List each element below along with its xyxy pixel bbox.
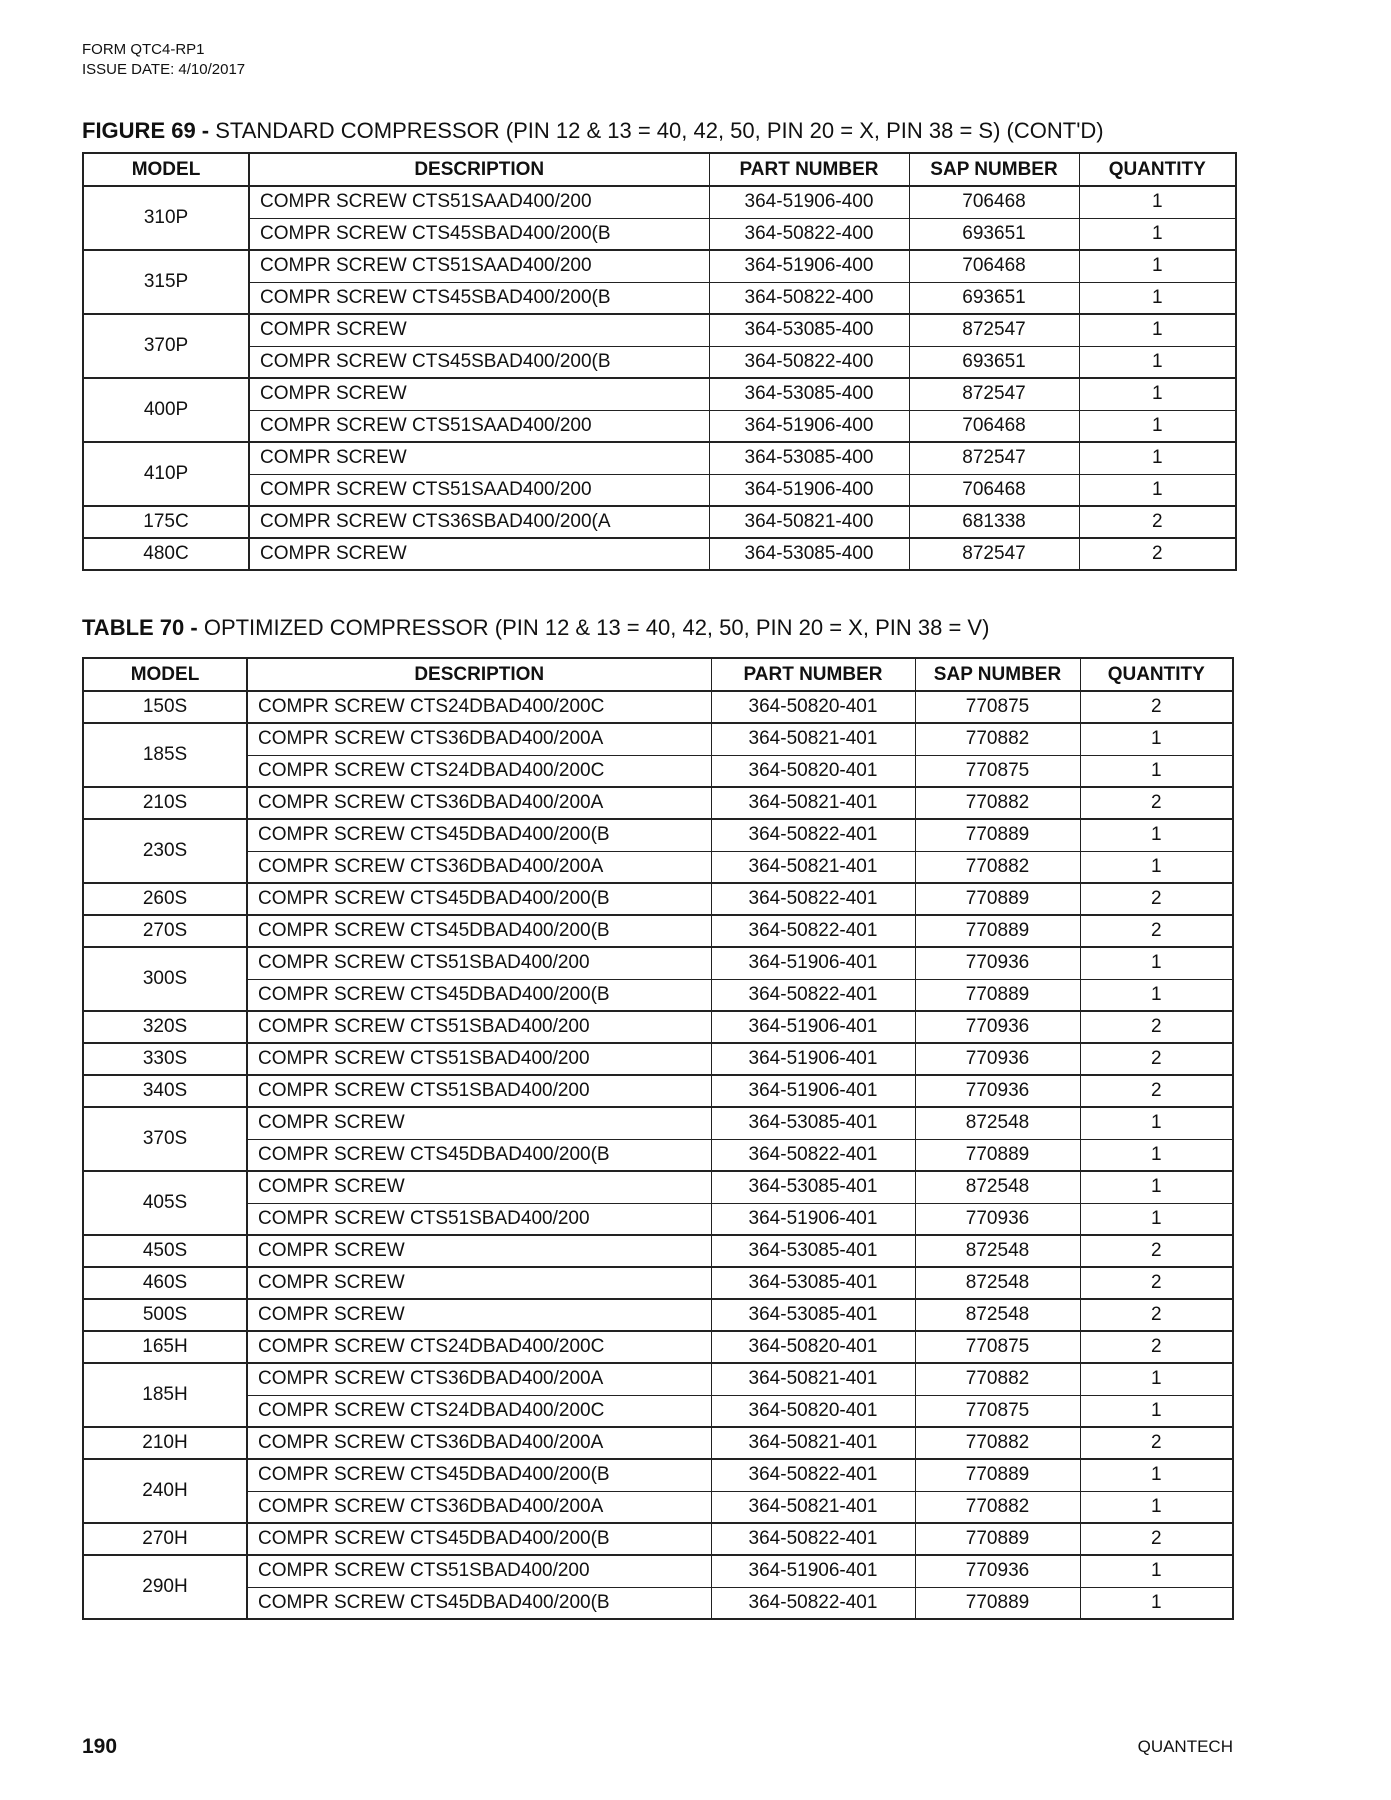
description-cell: COMPR SCREW CTS51SBAD400/200 bbox=[247, 1203, 711, 1235]
model-cell: 270H bbox=[83, 1523, 247, 1555]
quantity-cell: 1 bbox=[1080, 1107, 1233, 1139]
quantity-cell: 2 bbox=[1080, 1299, 1233, 1331]
description-cell: COMPR SCREW CTS36DBAD400/200A bbox=[247, 787, 711, 819]
sap-number-cell: 770875 bbox=[915, 755, 1080, 787]
sap-number-cell: 770875 bbox=[915, 1331, 1080, 1363]
part-number-cell: 364-53085-401 bbox=[711, 1299, 915, 1331]
table-row bbox=[83, 314, 1236, 346]
part-number-cell: 364-51906-401 bbox=[711, 1011, 915, 1043]
description-cell: COMPR SCREW CTS45DBAD400/200(B bbox=[247, 1523, 711, 1555]
model-cell: 340S bbox=[83, 1075, 247, 1107]
table-row bbox=[83, 538, 1236, 570]
description-cell: COMPR SCREW CTS36DBAD400/200A bbox=[247, 723, 711, 755]
model-cell: 240H bbox=[83, 1459, 247, 1523]
description-cell: COMPR SCREW CTS36DBAD400/200A bbox=[247, 1427, 711, 1459]
model-cell: 480C bbox=[83, 538, 249, 570]
part-number-cell: 364-50820-401 bbox=[711, 755, 915, 787]
quantity-cell: 1 bbox=[1080, 1363, 1233, 1395]
part-number-cell: 364-50822-401 bbox=[711, 883, 915, 915]
table-row bbox=[83, 1331, 1233, 1363]
quantity-cell: 2 bbox=[1080, 1075, 1233, 1107]
form-number: FORM QTC4-RP1 bbox=[82, 41, 205, 58]
model-cell: 165H bbox=[83, 1331, 247, 1363]
table-row bbox=[83, 346, 1236, 378]
sap-number-cell: 872547 bbox=[909, 442, 1079, 474]
part-number-cell: 364-50822-400 bbox=[709, 218, 909, 250]
part-number-cell: 364-51906-400 bbox=[709, 410, 909, 442]
part-number-cell: 364-50822-401 bbox=[711, 819, 915, 851]
description-cell: COMPR SCREW CTS51SAAD400/200 bbox=[249, 410, 709, 442]
quantity-cell: 1 bbox=[1080, 1555, 1233, 1587]
table-row bbox=[83, 691, 1233, 723]
model-header: MODEL bbox=[83, 658, 247, 691]
quantity-cell: 1 bbox=[1079, 442, 1236, 474]
table-row bbox=[83, 1587, 1233, 1619]
table-row bbox=[83, 947, 1233, 979]
sap-number-cell: 770882 bbox=[915, 1491, 1080, 1523]
sap-number-cell: 770889 bbox=[915, 1523, 1080, 1555]
quantity-cell: 2 bbox=[1080, 1523, 1233, 1555]
part-number-cell: 364-50820-401 bbox=[711, 1331, 915, 1363]
table-row bbox=[83, 1235, 1233, 1267]
description-cell: COMPR SCREW CTS24DBAD400/200C bbox=[247, 1331, 711, 1363]
quantity-header: QUANTITY bbox=[1080, 658, 1233, 691]
description-cell: COMPR SCREW CTS36DBAD400/200A bbox=[247, 1491, 711, 1523]
table-row bbox=[83, 1267, 1233, 1299]
description-cell: COMPR SCREW CTS51SAAD400/200 bbox=[249, 250, 709, 282]
quantity-cell: 1 bbox=[1080, 1203, 1233, 1235]
table-row bbox=[83, 723, 1233, 755]
sap-number-cell: 770882 bbox=[915, 1427, 1080, 1459]
sap-number-cell: 770889 bbox=[915, 915, 1080, 947]
table-row bbox=[83, 787, 1233, 819]
description-cell: COMPR SCREW CTS45SBAD400/200(B bbox=[249, 282, 709, 314]
model-cell: 185H bbox=[83, 1363, 247, 1427]
part-number-cell: 364-50822-401 bbox=[711, 1139, 915, 1171]
sap-number-cell: 872548 bbox=[915, 1171, 1080, 1203]
description-cell: COMPR SCREW bbox=[247, 1267, 711, 1299]
part-number-cell: 364-50822-401 bbox=[711, 979, 915, 1011]
model-cell: 290H bbox=[83, 1555, 247, 1619]
table-row bbox=[83, 1107, 1233, 1139]
part-number-cell: 364-53085-401 bbox=[711, 1171, 915, 1203]
sap-number-cell: 872548 bbox=[915, 1267, 1080, 1299]
description-cell: COMPR SCREW CTS24DBAD400/200C bbox=[247, 1395, 711, 1427]
sap-number-cell: 693651 bbox=[909, 282, 1079, 314]
description-cell: COMPR SCREW CTS51SBAD400/200 bbox=[247, 1043, 711, 1075]
quantity-header: QUANTITY bbox=[1079, 153, 1236, 186]
quantity-cell: 1 bbox=[1080, 1459, 1233, 1491]
part-number-cell: 364-50822-401 bbox=[711, 1587, 915, 1619]
part-number-cell: 364-51906-401 bbox=[711, 1555, 915, 1587]
table-row bbox=[83, 1171, 1233, 1203]
part-number-cell: 364-50821-401 bbox=[711, 1427, 915, 1459]
sap-number-cell: 770936 bbox=[915, 1011, 1080, 1043]
part-number-cell: 364-50821-401 bbox=[711, 851, 915, 883]
description-cell: COMPR SCREW CTS24DBAD400/200C bbox=[247, 691, 711, 723]
quantity-cell: 1 bbox=[1079, 410, 1236, 442]
sap-number-cell: 872548 bbox=[915, 1235, 1080, 1267]
table-row bbox=[83, 883, 1233, 915]
quantity-cell: 1 bbox=[1079, 474, 1236, 506]
quantity-cell: 1 bbox=[1079, 282, 1236, 314]
model-cell: 185S bbox=[83, 723, 247, 787]
part-number-cell: 364-53085-401 bbox=[711, 1235, 915, 1267]
sap-number-cell: 770936 bbox=[915, 1043, 1080, 1075]
quantity-cell: 2 bbox=[1080, 691, 1233, 723]
model-cell: 410P bbox=[83, 442, 249, 506]
part-number-cell: 364-51906-400 bbox=[709, 474, 909, 506]
quantity-cell: 1 bbox=[1080, 1587, 1233, 1619]
description-cell: COMPR SCREW CTS51SAAD400/200 bbox=[249, 186, 709, 218]
table-70-table bbox=[82, 657, 1234, 1620]
quantity-cell: 2 bbox=[1080, 1427, 1233, 1459]
description-cell: COMPR SCREW bbox=[247, 1299, 711, 1331]
part-number-cell: 364-53085-401 bbox=[711, 1267, 915, 1299]
part-number-cell: 364-50821-401 bbox=[711, 1491, 915, 1523]
form-header bbox=[82, 40, 245, 80]
description-cell: COMPR SCREW CTS51SBAD400/200 bbox=[247, 947, 711, 979]
table-row bbox=[83, 755, 1233, 787]
table-header-row bbox=[83, 153, 1236, 186]
table-row bbox=[83, 1203, 1233, 1235]
model-cell: 320S bbox=[83, 1011, 247, 1043]
table-row bbox=[83, 1011, 1233, 1043]
quantity-cell: 2 bbox=[1079, 506, 1236, 538]
sap-number-cell: 770882 bbox=[915, 723, 1080, 755]
model-cell: 210S bbox=[83, 787, 247, 819]
sap-number-cell: 693651 bbox=[909, 218, 1079, 250]
part-number-cell: 364-53085-400 bbox=[709, 378, 909, 410]
part-number-cell: 364-50822-400 bbox=[709, 346, 909, 378]
sap-number-cell: 770936 bbox=[915, 1555, 1080, 1587]
part-number-cell: 364-51906-401 bbox=[711, 1043, 915, 1075]
quantity-cell: 2 bbox=[1080, 1235, 1233, 1267]
table-row bbox=[83, 1395, 1233, 1427]
description-cell: COMPR SCREW CTS51SAAD400/200 bbox=[249, 474, 709, 506]
part-number-cell: 364-53085-401 bbox=[711, 1107, 915, 1139]
issue-date: ISSUE DATE: 4/10/2017 bbox=[82, 61, 246, 78]
description-cell: COMPR SCREW CTS51SBAD400/200 bbox=[247, 1555, 711, 1587]
description-cell: COMPR SCREW CTS45DBAD400/200(B bbox=[247, 1139, 711, 1171]
sap-number-cell: 770875 bbox=[915, 691, 1080, 723]
table-header-row bbox=[83, 658, 1233, 691]
quantity-cell: 1 bbox=[1080, 979, 1233, 1011]
table-row bbox=[83, 442, 1236, 474]
part-number-cell: 364-50820-401 bbox=[711, 1395, 915, 1427]
description-cell: COMPR SCREW CTS45DBAD400/200(B bbox=[247, 979, 711, 1011]
description-cell: COMPR SCREW CTS36DBAD400/200A bbox=[247, 851, 711, 883]
description-cell: COMPR SCREW CTS45SBAD400/200(B bbox=[249, 346, 709, 378]
sap-number-cell: 872548 bbox=[915, 1107, 1080, 1139]
description-cell: COMPR SCREW CTS36SBAD400/200(A bbox=[249, 506, 709, 538]
model-cell: 300S bbox=[83, 947, 247, 1011]
quantity-cell: 2 bbox=[1080, 787, 1233, 819]
part-number-header: PART NUMBER bbox=[711, 658, 915, 691]
quantity-cell: 2 bbox=[1079, 538, 1236, 570]
quantity-cell: 2 bbox=[1080, 1331, 1233, 1363]
sap-number-cell: 770875 bbox=[915, 1395, 1080, 1427]
figure-69-label: FIGURE 69 - bbox=[82, 118, 210, 143]
model-cell: 370P bbox=[83, 314, 249, 378]
table-row bbox=[83, 378, 1236, 410]
description-cell: COMPR SCREW bbox=[247, 1235, 711, 1267]
model-cell: 450S bbox=[83, 1235, 247, 1267]
sap-number-cell: 872547 bbox=[909, 538, 1079, 570]
table-row bbox=[83, 819, 1233, 851]
sap-number-cell: 872547 bbox=[909, 378, 1079, 410]
sap-number-cell: 706468 bbox=[909, 186, 1079, 218]
sap-number-cell: 706468 bbox=[909, 410, 1079, 442]
model-cell: 270S bbox=[83, 915, 247, 947]
description-cell: COMPR SCREW bbox=[249, 442, 709, 474]
sap-number-header: SAP NUMBER bbox=[909, 153, 1079, 186]
part-number-cell: 364-50821-401 bbox=[711, 1363, 915, 1395]
quantity-cell: 2 bbox=[1080, 1267, 1233, 1299]
sap-number-cell: 770936 bbox=[915, 1075, 1080, 1107]
part-number-cell: 364-50822-401 bbox=[711, 915, 915, 947]
table-row bbox=[83, 979, 1233, 1011]
quantity-cell: 2 bbox=[1080, 915, 1233, 947]
table-row bbox=[83, 1555, 1233, 1587]
description-cell: COMPR SCREW CTS36DBAD400/200A bbox=[247, 1363, 711, 1395]
table-row bbox=[83, 474, 1236, 506]
sap-number-cell: 770882 bbox=[915, 851, 1080, 883]
table-row bbox=[83, 1523, 1233, 1555]
quantity-cell: 1 bbox=[1080, 1171, 1233, 1203]
description-cell: COMPR SCREW CTS24DBAD400/200C bbox=[247, 755, 711, 787]
description-cell: COMPR SCREW CTS45DBAD400/200(B bbox=[247, 819, 711, 851]
part-number-cell: 364-53085-400 bbox=[709, 538, 909, 570]
figure-69-table bbox=[82, 152, 1237, 571]
table-row bbox=[83, 506, 1236, 538]
description-cell: COMPR SCREW CTS45DBAD400/200(B bbox=[247, 883, 711, 915]
footer-brand: QUANTECH bbox=[1137, 1737, 1233, 1756]
part-number-cell: 364-51906-401 bbox=[711, 1203, 915, 1235]
sap-number-cell: 693651 bbox=[909, 346, 1079, 378]
part-number-cell: 364-51906-400 bbox=[709, 186, 909, 218]
table-70-label: TABLE 70 - bbox=[82, 615, 198, 640]
sap-number-cell: 770936 bbox=[915, 1203, 1080, 1235]
figure-69-title: STANDARD COMPRESSOR (PIN 12 & 13 = 40, 42, 50, PIN 20 = X, PIN 38 = S) (CONT'D) bbox=[209, 118, 1104, 143]
description-cell: COMPR SCREW bbox=[249, 314, 709, 346]
sap-number-cell: 770889 bbox=[915, 883, 1080, 915]
table-row bbox=[83, 1075, 1233, 1107]
part-number-cell: 364-50822-401 bbox=[711, 1523, 915, 1555]
model-cell: 210H bbox=[83, 1427, 247, 1459]
quantity-cell: 2 bbox=[1080, 1043, 1233, 1075]
table-row bbox=[83, 1363, 1233, 1395]
table-row bbox=[83, 186, 1236, 218]
sap-number-cell: 770889 bbox=[915, 819, 1080, 851]
quantity-cell: 1 bbox=[1080, 1395, 1233, 1427]
quantity-cell: 1 bbox=[1080, 1491, 1233, 1523]
page-number: 190 bbox=[82, 1735, 118, 1758]
sap-number-header: SAP NUMBER bbox=[915, 658, 1080, 691]
model-cell: 310P bbox=[83, 186, 249, 250]
sap-number-cell: 770889 bbox=[915, 1139, 1080, 1171]
table-row bbox=[83, 1139, 1233, 1171]
table-row bbox=[83, 1299, 1233, 1331]
quantity-cell: 1 bbox=[1079, 314, 1236, 346]
description-cell: COMPR SCREW bbox=[249, 538, 709, 570]
sap-number-cell: 872547 bbox=[909, 314, 1079, 346]
quantity-cell: 1 bbox=[1079, 346, 1236, 378]
description-cell: COMPR SCREW CTS45DBAD400/200(B bbox=[247, 1459, 711, 1491]
table-row bbox=[83, 218, 1236, 250]
table-row bbox=[83, 282, 1236, 314]
table-row bbox=[83, 410, 1236, 442]
quantity-cell: 1 bbox=[1080, 723, 1233, 755]
quantity-cell: 1 bbox=[1079, 186, 1236, 218]
sap-number-cell: 770882 bbox=[915, 787, 1080, 819]
model-cell: 150S bbox=[83, 691, 247, 723]
part-number-cell: 364-51906-401 bbox=[711, 1075, 915, 1107]
part-number-header: PART NUMBER bbox=[709, 153, 909, 186]
quantity-cell: 1 bbox=[1080, 755, 1233, 787]
table-row bbox=[83, 1427, 1233, 1459]
part-number-cell: 364-53085-400 bbox=[709, 442, 909, 474]
sap-number-cell: 706468 bbox=[909, 250, 1079, 282]
model-cell: 260S bbox=[83, 883, 247, 915]
table-row bbox=[83, 1491, 1233, 1523]
quantity-cell: 1 bbox=[1080, 1139, 1233, 1171]
description-cell: COMPR SCREW CTS45DBAD400/200(B bbox=[247, 1587, 711, 1619]
quantity-cell: 1 bbox=[1080, 819, 1233, 851]
quantity-cell: 2 bbox=[1080, 1011, 1233, 1043]
description-cell: COMPR SCREW bbox=[247, 1107, 711, 1139]
model-cell: 330S bbox=[83, 1043, 247, 1075]
part-number-cell: 364-50822-401 bbox=[711, 1459, 915, 1491]
model-cell: 500S bbox=[83, 1299, 247, 1331]
description-cell: COMPR SCREW CTS51SBAD400/200 bbox=[247, 1075, 711, 1107]
quantity-cell: 1 bbox=[1079, 250, 1236, 282]
quantity-cell: 1 bbox=[1080, 851, 1233, 883]
table-row bbox=[83, 250, 1236, 282]
quantity-cell: 1 bbox=[1080, 947, 1233, 979]
model-cell: 400P bbox=[83, 378, 249, 442]
description-cell: COMPR SCREW CTS45SBAD400/200(B bbox=[249, 218, 709, 250]
quantity-cell: 1 bbox=[1079, 378, 1236, 410]
figure-69-caption bbox=[82, 118, 1104, 144]
sap-number-cell: 770936 bbox=[915, 947, 1080, 979]
part-number-cell: 364-50821-401 bbox=[711, 787, 915, 819]
part-number-cell: 364-51906-400 bbox=[709, 250, 909, 282]
part-number-cell: 364-51906-401 bbox=[711, 947, 915, 979]
table-70-caption bbox=[82, 615, 989, 641]
table-row bbox=[83, 1459, 1233, 1491]
sap-number-cell: 706468 bbox=[909, 474, 1079, 506]
model-cell: 230S bbox=[83, 819, 247, 883]
part-number-cell: 364-50822-400 bbox=[709, 282, 909, 314]
quantity-cell: 1 bbox=[1079, 218, 1236, 250]
model-header: MODEL bbox=[83, 153, 249, 186]
sap-number-cell: 681338 bbox=[909, 506, 1079, 538]
description-header: DESCRIPTION bbox=[249, 153, 709, 186]
table-70-title: OPTIMIZED COMPRESSOR (PIN 12 & 13 = 40, 42, 50, PIN 20 = X, PIN 38 = V) bbox=[197, 615, 990, 640]
model-cell: 405S bbox=[83, 1171, 247, 1235]
sap-number-cell: 770882 bbox=[915, 1363, 1080, 1395]
description-cell: COMPR SCREW CTS45DBAD400/200(B bbox=[247, 915, 711, 947]
model-cell: 175C bbox=[83, 506, 249, 538]
model-cell: 370S bbox=[83, 1107, 247, 1171]
model-cell: 315P bbox=[83, 250, 249, 314]
description-header: DESCRIPTION bbox=[247, 658, 711, 691]
table-row bbox=[83, 915, 1233, 947]
sap-number-cell: 872548 bbox=[915, 1299, 1080, 1331]
part-number-cell: 364-50821-401 bbox=[711, 723, 915, 755]
table-row bbox=[83, 851, 1233, 883]
description-cell: COMPR SCREW bbox=[249, 378, 709, 410]
part-number-cell: 364-50820-401 bbox=[711, 691, 915, 723]
model-cell: 460S bbox=[83, 1267, 247, 1299]
table-row bbox=[83, 1043, 1233, 1075]
part-number-cell: 364-50821-400 bbox=[709, 506, 909, 538]
quantity-cell: 2 bbox=[1080, 883, 1233, 915]
sap-number-cell: 770889 bbox=[915, 1587, 1080, 1619]
part-number-cell: 364-53085-400 bbox=[709, 314, 909, 346]
sap-number-cell: 770889 bbox=[915, 1459, 1080, 1491]
description-cell: COMPR SCREW CTS51SBAD400/200 bbox=[247, 1011, 711, 1043]
description-cell: COMPR SCREW bbox=[247, 1171, 711, 1203]
sap-number-cell: 770889 bbox=[915, 979, 1080, 1011]
